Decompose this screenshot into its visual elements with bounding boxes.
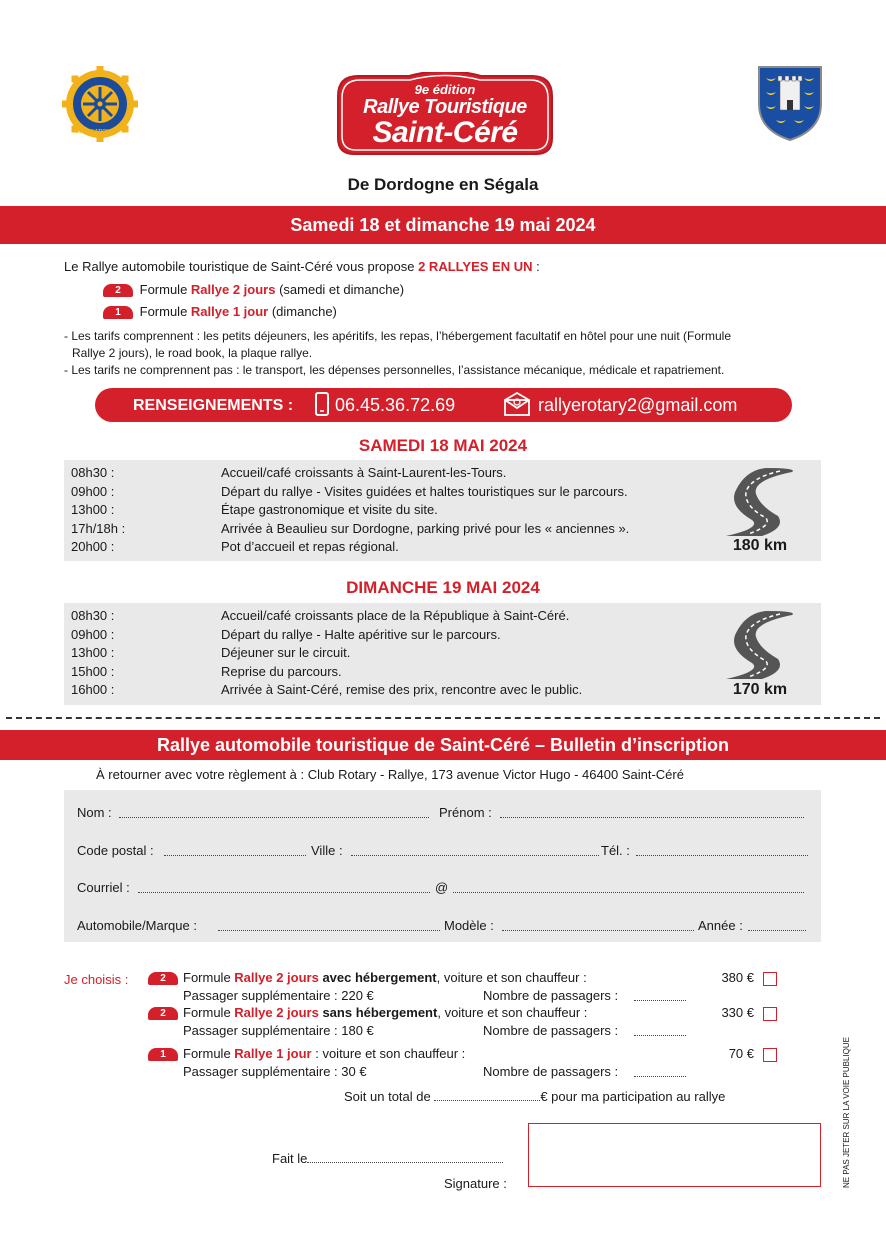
ville-field[interactable]: [351, 855, 599, 856]
subtitle: De Dordogne en Ségala: [347, 175, 539, 194]
annee-label: Année :: [698, 918, 743, 933]
option-highlight: Rallye 1 jour: [234, 1046, 312, 1061]
option-suffix: : voiture et son chauffeur :: [311, 1046, 466, 1061]
town-crest: [756, 64, 824, 142]
choose-label: Je choisis :: [64, 972, 129, 987]
saturday-distance: 180 km: [732, 537, 788, 554]
schedule-description: Reprise du parcours.: [221, 663, 342, 679]
option-passenger: Passager supplémentaire : 220 €: [183, 988, 374, 1003]
return-address: [96, 767, 684, 782]
formula-highlight: Rallye 2 jours: [190, 282, 276, 297]
intro-suffix: :: [532, 259, 540, 274]
option-checkbox[interactable]: [763, 1048, 777, 1062]
prenom-label: Prénom :: [439, 805, 492, 820]
option-passenger-count-field[interactable]: [634, 1000, 686, 1001]
schedule-description: Arrivée à Saint-Céré, remise des prix, rencontre avec le public.: [221, 682, 583, 698]
schedule-time: 17h/18h :: [71, 520, 126, 536]
registration-band: [0, 730, 886, 760]
rotary-logo-text-top: ROTARY: [87, 73, 112, 79]
intro-line: [64, 259, 540, 274]
fait-le-field[interactable]: [307, 1162, 503, 1163]
option-passenger-count-field[interactable]: [634, 1076, 686, 1077]
saturday-title: SAMEDI 18 MAI 2024: [358, 436, 528, 455]
intro-formula-2: [103, 282, 404, 297]
option-suffix: , voiture et son chauffeur :: [436, 970, 587, 985]
road-icon: [722, 609, 798, 681]
option-badge: 2: [148, 1007, 178, 1020]
option-suffix: , voiture et son chauffeur :: [437, 1005, 588, 1020]
option-middle: sans hébergement: [318, 1005, 438, 1020]
ville-label: Ville :: [311, 843, 343, 858]
option-highlight: Rallye 2 jours: [234, 1005, 319, 1020]
option-checkbox[interactable]: [763, 1007, 777, 1021]
schedule-description: Arrivée à Beaulieu sur Dordogne, parking privé pour les « anciennes ».: [221, 520, 630, 536]
sunday-schedule: [64, 603, 821, 705]
total-field[interactable]: [434, 1100, 540, 1101]
formula-prefix: Formule: [139, 282, 191, 297]
courriel-user-field[interactable]: [138, 892, 430, 893]
option-passenger: Passager supplémentaire : 180 €: [183, 1023, 374, 1038]
formula-suffix: (dimanche): [268, 304, 337, 319]
date-band: [0, 206, 886, 244]
rally-plaque: [334, 72, 556, 158]
schedule-time: 13h00 :: [71, 502, 115, 518]
option-row: [148, 1046, 465, 1061]
rotary-logo-text-bottom: INTERNATIONAL: [76, 129, 117, 135]
option-passenger-count-label: Nombre de passagers :: [483, 1023, 619, 1038]
tarif-incl-2: Rallye 2 jours), le road book, la plaque rallye.: [72, 346, 313, 360]
date-band-text: Samedi 18 et dimanche 19 mai 2024: [290, 215, 596, 235]
badge-2: 2: [103, 284, 133, 297]
total-suffix: € pour ma participation au rallye: [540, 1089, 726, 1104]
schedule-time: 08h30 :: [71, 608, 115, 623]
automobile-label: Automobile/Marque :: [77, 918, 197, 933]
intro-formula-1: [103, 304, 337, 319]
form-panel: [64, 790, 821, 942]
saturday-schedule: [64, 460, 821, 561]
tel-field[interactable]: [636, 855, 808, 856]
plaque-line2: Saint-Céré: [372, 116, 518, 149]
signature-label: Signature :: [444, 1176, 507, 1191]
annee-field[interactable]: [748, 930, 806, 931]
option-passenger-count-field[interactable]: [634, 1035, 686, 1036]
return-address-value: Club Rotary - Rallye, 173 avenue Victor Hugo - 46400 Saint-Céré: [307, 767, 684, 782]
prenom-field[interactable]: [500, 817, 804, 818]
cut-line: [6, 717, 880, 719]
formula-suffix: (samedi et dimanche): [275, 282, 405, 297]
intro-prefix: Le Rallye automobile touristique de Saint-Céré vous propose: [64, 259, 419, 274]
option-price: 70 €: [728, 1046, 754, 1061]
option-prefix: Formule: [183, 1005, 235, 1020]
phone-icon: [315, 392, 329, 416]
formula-prefix: Formule: [139, 304, 191, 319]
formula-highlight: Rallye 1 jour: [190, 304, 269, 319]
schedule-description: Accueil/café croissants à Saint-Laurent-les-Tours.: [221, 465, 507, 480]
option-passenger-count-label: Nombre de passagers :: [483, 1064, 619, 1079]
plaque-edition: 9e édition: [414, 82, 476, 97]
return-prefix: À retourner avec votre règlement à :: [96, 767, 308, 782]
option-price: 380 €: [721, 970, 754, 985]
schedule-time: 08h30 :: [71, 465, 115, 480]
rotary-logo: [62, 66, 138, 142]
side-note: [842, 1010, 851, 1188]
nom-label: Nom :: [77, 805, 112, 820]
option-passenger: Passager supplémentaire : 30 €: [183, 1064, 367, 1079]
fait-le-label: Fait le: [272, 1151, 308, 1166]
option-row: [148, 970, 587, 985]
schedule-time: 15h00 :: [71, 663, 115, 679]
code-postal-field[interactable]: [164, 855, 306, 856]
tarif-incl-1: - Les tarifs comprennent : les petits déjeuners, les apéritifs, les repas, l’hébergement facultatif en hôtel pour une nuit (Formule: [64, 329, 732, 343]
option-row: [148, 1005, 587, 1020]
schedule-time: 20h00 :: [71, 539, 115, 555]
option-badge: 1: [148, 1048, 178, 1061]
contact-phone[interactable]: 06.45.36.72.69: [335, 395, 456, 415]
modele-field[interactable]: [502, 930, 694, 931]
signature-box[interactable]: [528, 1123, 821, 1187]
schedule-description: Pot d’accueil et repas régional.: [221, 539, 399, 555]
option-prefix: Formule: [183, 970, 235, 985]
badge-1: 1: [103, 306, 133, 319]
email-icon: [503, 392, 531, 416]
automobile-field[interactable]: [218, 930, 440, 931]
option-badge: 2: [148, 972, 178, 985]
nom-field[interactable]: [119, 817, 429, 818]
sunday-distance: 170 km: [732, 681, 788, 698]
courriel-label: Courriel :: [77, 880, 130, 895]
schedule-description: Étape gastronomique et visite du site.: [221, 502, 438, 518]
at-label: @: [435, 880, 449, 895]
schedule-description: Départ du rallye - Halte apéritive sur le parcours.: [221, 626, 501, 642]
side-note-text: NE PAS JETER SUR LA VOIE PUBLIQUE: [842, 1036, 851, 1188]
option-price: 330 €: [721, 1005, 754, 1020]
schedule-description: Déjeuner sur le circuit.: [221, 645, 351, 661]
contact-label: RENSEIGNEMENTS :: [133, 397, 294, 414]
option-checkbox[interactable]: [763, 972, 777, 986]
schedule-time: 09h00 :: [71, 626, 115, 642]
option-passenger-count-label: Nombre de passagers :: [483, 988, 619, 1003]
schedule-time: 16h00 :: [71, 682, 115, 698]
town-crest-icon: [756, 64, 824, 142]
registration-band-text: Rallye automobile touristique de Saint-Céré – Bulletin d’inscription: [156, 735, 730, 755]
option-highlight: Rallye 2 jours: [234, 970, 319, 985]
code-postal-label: Code postal :: [77, 843, 154, 858]
schedule-description: Accueil/café croissants place de la République à Saint-Céré.: [221, 608, 570, 623]
contact-email[interactable]: rallyerotary2@gmail.com: [538, 395, 738, 415]
schedule-time: 09h00 :: [71, 483, 115, 499]
sunday-title: DIMANCHE 19 MAI 2024: [346, 578, 540, 597]
schedule-description: Départ du rallye - Visites guidées et haltes touristiques sur le parcours.: [221, 483, 628, 499]
plaque-line1: Rallye Touristique: [363, 96, 527, 118]
contact-pill: [95, 388, 792, 422]
modele-label: Modèle :: [444, 918, 494, 933]
option-middle: avec hébergement: [318, 970, 437, 985]
total-prefix: Soit un total de: [344, 1089, 435, 1104]
fait-le-line: [272, 1151, 503, 1166]
tel-label: Tél. :: [601, 843, 630, 858]
intro-highlight: 2 RALLYES EN UN: [418, 259, 533, 274]
courriel-domain-field[interactable]: [453, 892, 804, 893]
tarif-excl: - Les tarifs ne comprennent pas : le transport, les dépenses personnelles, l’assistance mécanique, médicale et rapatriement.: [64, 363, 725, 377]
total-line: [344, 1089, 725, 1104]
road-icon: [722, 466, 798, 538]
schedule-time: 13h00 :: [71, 645, 115, 661]
option-prefix: Formule: [183, 1046, 235, 1061]
